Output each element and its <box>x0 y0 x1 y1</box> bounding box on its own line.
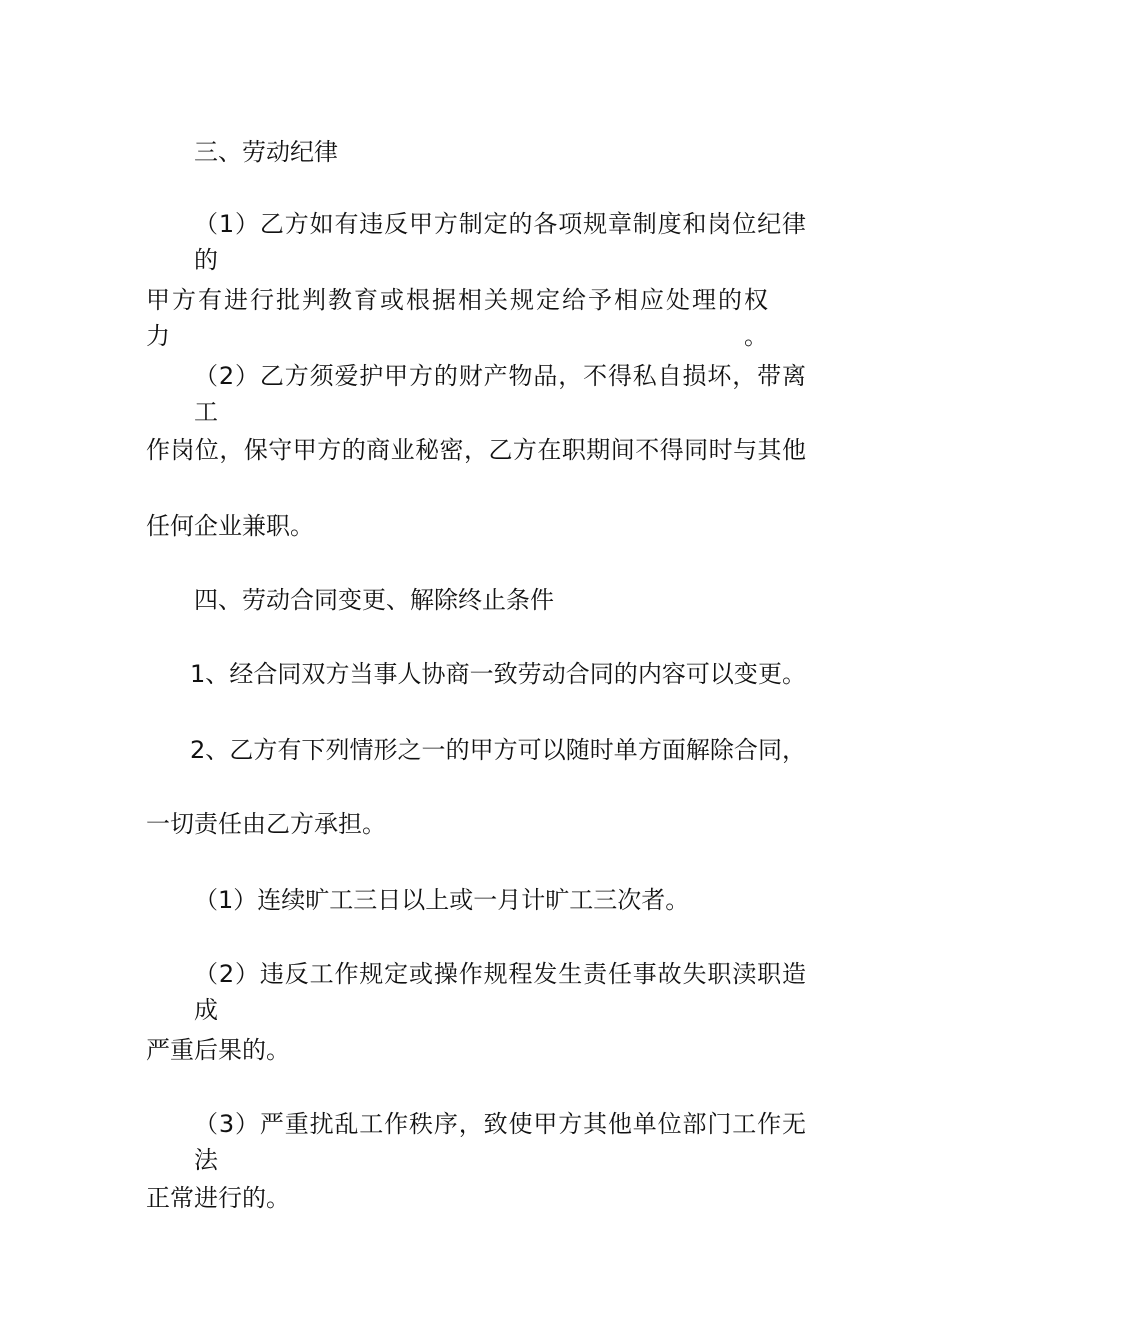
paragraph-line: 2、乙方有下列情形之一的甲方可以随时单方面解除合同， <box>190 736 806 764</box>
paragraph-line: 作岗位，保守甲方的商业秘密，乙方在职期间不得同时与其他 <box>146 436 806 464</box>
paragraph-line: 1、经合同双方当事人协商一致劳动合同的内容可以变更。 <box>190 660 806 688</box>
paragraph-line: 正常进行的。 <box>146 1184 290 1212</box>
paragraph-line: 甲方有进行批判教育或根据相关规定给予相应处理的权力。 <box>146 286 768 350</box>
paragraph-line: （1）连续旷工三日以上或一月计旷工三次者。 <box>194 886 690 914</box>
paragraph-line: （3）严重扰乱工作秩序，致使甲方其他单位部门工作无法 <box>194 1110 806 1174</box>
paragraph-line: （2）违反工作规定或操作规程发生责任事故失职渎职造成 <box>194 960 806 1024</box>
paragraph-line: 任何企业兼职。 <box>146 512 314 540</box>
paragraph-line: （2）乙方须爱护甲方的财产物品，不得私自损坏，带离工 <box>194 362 806 426</box>
section-heading-labor-discipline: 三、劳动纪律 <box>194 138 338 166</box>
section-heading-contract-change: 四、劳动合同变更、解除终止条件 <box>194 586 554 614</box>
paragraph-line: 一切责任由乙方承担。 <box>146 810 386 838</box>
paragraph-line: 严重后果的。 <box>146 1036 290 1064</box>
paragraph-line: （1）乙方如有违反甲方制定的各项规章制度和岗位纪律的 <box>194 210 806 274</box>
